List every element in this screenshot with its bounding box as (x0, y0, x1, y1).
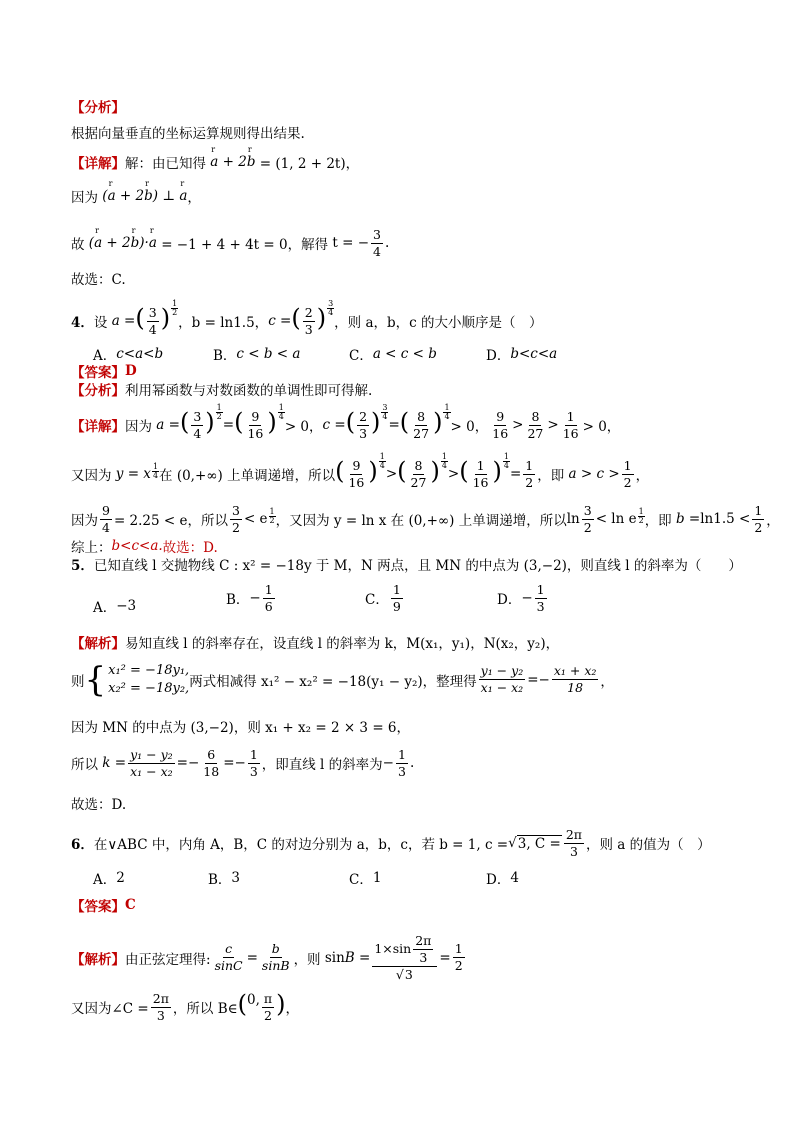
q4-option-d[interactable]: D． b<c<a (486, 346, 558, 364)
q5-solution-line-2: 则 { x₁² = −18y₁, x₂² = −18y₂, 两式相减得 x₁² − x₂² = −18(y₁ − y₂)，整理得 $\frac{\text{y₁ − y₂}}{\text{x₁ − x₂}}$ =− $\frac{\text{x₁ + x₂}}{18}$ ， (71, 659, 614, 700)
q5-solution-line-3: 因为 MN 的中点为 (3,−2)，则 x₁ + x₂ = 2 × 3 = 6， (71, 720, 411, 736)
q5-option-c[interactable]: C． $\frac{1}{9}$ (365, 582, 401, 614)
q6-option-b[interactable]: B． 3 (208, 870, 241, 888)
analysis-tag: 【分析】 (71, 100, 125, 116)
q6-solution-line-1: 【解析】 由正弦定理得: $\frac{c}{\sin C}$ = $\frac{b}{\sin B}$ ，则 sin B = 1×sin $\frac{2\pi}{3}$ √3 = $\frac{1}{2}$ (71, 933, 463, 982)
q4-analysis: 【分析】 利用幂函数与对数函数的单调性即可得解. (71, 383, 373, 399)
q4-detail-line-2: 又因为 y = x 1 4 在 (0,+∞) 上单调递增，所以 ( $\frac{9}{16}$ ) 1 4 > ( $\frac{8}{27}$ ) 1 4 > ( $\frac{1}{16}$ ) 1 4 = $\frac{1}{2}$ ，即 a > c > $\frac{1}{2}$ ， (71, 452, 650, 490)
q5-conclusion: 故选：D. (71, 797, 127, 813)
s1-detail-line-3: 故 (r a + 2r b)·r a = −1 + 4 + 4t = 0，解得 t = − $\frac{3}{4}$ . (71, 228, 389, 259)
q4-option-c[interactable]: C． a < c < b (349, 346, 437, 364)
q5-option-d[interactable]: D． − $\frac{1}{3}$ (497, 582, 545, 614)
q5-stem: 5． 已知直线 l 交抛物线 C : x² = −18y 于 M，N 两点，且 MN 的中点为 (3,−2)，则直线 l 的斜率为（ ） (71, 558, 742, 574)
q6-option-a[interactable]: A． 2 (93, 870, 125, 888)
q6-stem: 6． 在∨ABC 中，内角 A，B，C 的对边分别为 a，b，c，若 b = 1, c = √ 3, C = $\frac{2\pi}{3}$ ，则 a 的值为（ ） (71, 827, 711, 859)
q6-solution-line-2: 又因为∠C = $\frac{2\pi}{3}$ ，所以 B∈ ( 0, $\frac{\pi}{2}$ ) ， (71, 990, 299, 1023)
q6-answer: 【答案】 C (71, 897, 136, 915)
q4-detail-line-3: 因为 $\frac{9}{4}$ = 2.25 < e，所以 $\frac{3}{2}$ < e 1 2 ，又因为 y = ln x 在 (0,+∞) 上单调递增，所以 ln $\frac{3}{2}$ < ln e 1 2 ，即 b = ln1.5 < $\frac{1}{2}$ ， (71, 503, 780, 535)
q4-summary: 综上： b<c<a. 故选：D. (71, 538, 218, 556)
s1-detail-line-2: 因为 (r a + 2r b) ⊥ r a ， (71, 186, 201, 206)
q4-stem: 4． 设 a = ( $\frac{3}{4}$ ) 1 2 ，b = ln1.5， c = ( $\frac{2}{3}$ ) 3 4 ，则 a，b，c 的大小顺序是（ ） (71, 299, 543, 337)
q4-answer: 【答案】 D (71, 363, 137, 381)
s1-analysis-text: 根据向量垂直的坐标运算规则得出结果. (71, 126, 305, 142)
s1-detail-line-1: 【详解】 解：由已知得 r a + 2r b = (1, 2 + 2t)， (71, 152, 359, 172)
q5-solution-line-1: 【解析】 易知直线 l 的斜率存在，设直线 l 的斜率为 k，M(x₁，y₁)，N(x₂，y₂)， (71, 636, 560, 652)
q6-option-d[interactable]: D． 4 (486, 870, 519, 888)
q4-option-a[interactable]: A． c<a<b (93, 346, 164, 364)
s1-conclusion: 故选：C. (71, 272, 126, 288)
q5-option-b[interactable]: B． − $\frac{1}{6}$ (226, 582, 273, 614)
s1-analysis-tag-line (71, 96, 125, 116)
q4-detail-line-1: 【详解】 因为 a = ( $\frac{3}{4}$ ) 1 2 = ( $\frac{9}{16}$ ) 1 4 > 0， c = ( $\frac{2}{3}$ ) 3 4 = ( $\frac{8}{27}$ ) 1 4 > 0， $\frac{9}{16}$ > $\frac{8}{27}$ > $\frac{1}{16}$ > 0， (71, 403, 621, 441)
q6-option-c[interactable]: C． 1 (349, 870, 382, 888)
q4-option-b[interactable]: B． c < b < a (213, 346, 301, 364)
q5-solution-line-4: 所以 k = $\frac{\text{y₁ − y₂}}{\text{x₁ − x₂}}$ =− $\frac{6}{18}$ =− $\frac{1}{3}$ ，即直线 l 的斜率为 − $\frac{1}{3}$ . (71, 747, 415, 779)
q5-option-a[interactable]: A． −3 (93, 598, 137, 616)
